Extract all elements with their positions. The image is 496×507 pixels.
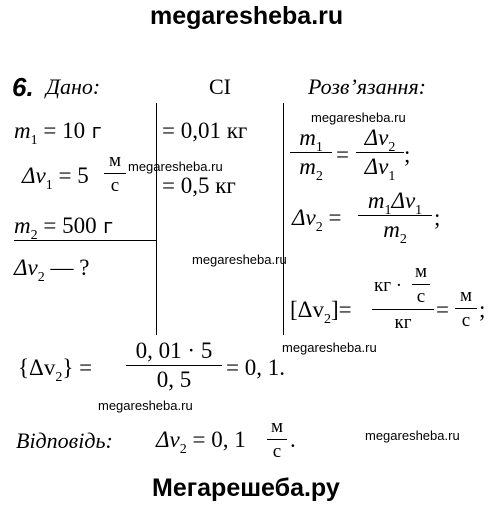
calc-lhs: $\{\Delta v_2\}$ = bbox=[18, 355, 93, 385]
f3-result: м с bbox=[455, 285, 477, 332]
watermark: megaresheba.ru bbox=[192, 252, 287, 267]
f2-frac: $m_1\Delta v_1$ $m_2$ bbox=[358, 188, 432, 243]
given-m1: $m_1 = 10$ г bbox=[14, 118, 103, 148]
watermark: megaresheba.ru bbox=[98, 398, 193, 413]
f3-frac: кг · м с кг bbox=[372, 263, 434, 334]
problem-number: 6. bbox=[12, 72, 34, 102]
find-dv2: $\Delta v_2$ — ? bbox=[14, 255, 90, 285]
si-m1: = 0,01 кг bbox=[162, 118, 248, 143]
watermark: megaresheba.ru bbox=[128, 159, 223, 174]
answer-label: Відповідь: bbox=[16, 428, 113, 453]
given-divider bbox=[156, 103, 157, 335]
f3-eq2: = bbox=[436, 297, 449, 322]
calc-frac: 0, 01 · 5 0, 5 bbox=[126, 338, 222, 393]
given-dv1: $\Delta v_1 = 5$ bbox=[22, 163, 89, 193]
answer-end: . bbox=[290, 427, 296, 452]
solution-label: Розв’язання: bbox=[308, 74, 427, 99]
si-label: CI bbox=[209, 74, 231, 99]
given-label: Дано: bbox=[46, 74, 101, 99]
f1-right-frac: $\Delta v_2$ $\Delta v_1$ bbox=[356, 125, 404, 180]
calc-result: = 0, 1. bbox=[226, 355, 285, 380]
site-header: megaresheba.ru bbox=[150, 2, 344, 30]
watermark: megaresheba.ru bbox=[311, 110, 406, 125]
answer-value: $\Delta v_2 = 0$, 1 bbox=[156, 427, 246, 457]
f1-end: ; bbox=[404, 142, 411, 167]
given-dv1-unit: м с bbox=[104, 150, 126, 197]
solution-divider bbox=[283, 103, 284, 335]
si-m2: = 0,5 кг bbox=[162, 173, 236, 198]
watermark: megaresheba.ru bbox=[365, 428, 460, 443]
given-m2: $m_2 = 500$ г bbox=[14, 213, 115, 243]
f3-end: ; bbox=[479, 297, 486, 322]
answer-unit: м с bbox=[267, 416, 287, 463]
f3-lhs: $[\Delta v_2]=$ bbox=[290, 297, 352, 327]
site-footer: Мегарешеба.ру bbox=[152, 474, 340, 502]
watermark: megaresheba.ru bbox=[282, 340, 377, 355]
f2-lhs: $\Delta v_2$ = bbox=[292, 205, 342, 235]
f2-end: ; bbox=[434, 205, 441, 230]
f1-eq: = bbox=[336, 142, 349, 167]
f1-left-frac: $m_1$ $m_2$ bbox=[290, 125, 332, 180]
